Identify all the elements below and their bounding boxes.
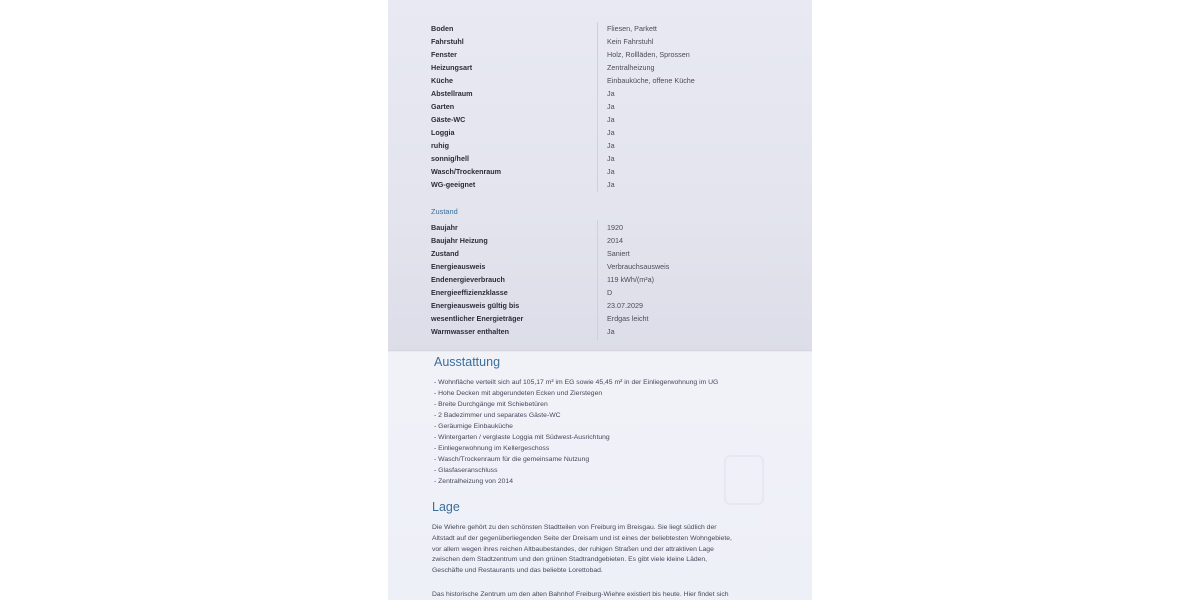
table-row (431, 126, 801, 139)
row-value: Erdgas leicht (607, 314, 649, 323)
row-value: Ja (607, 89, 615, 98)
row-value: Ja (607, 167, 615, 176)
list-item: - Hohe Decken mit abgerundeten Ecken und Zierstegen (434, 390, 603, 397)
row-label: Fahrstuhl (431, 37, 464, 46)
row-value: 1920 (607, 223, 623, 232)
list-item: - Geräumige Einbauküche (434, 423, 513, 430)
row-value: Saniert (607, 249, 630, 258)
table-row (431, 234, 801, 247)
row-label: Gäste-WC (431, 115, 466, 124)
table-row (431, 22, 801, 35)
row-value: 119 kWh/(m²a) (607, 275, 654, 284)
list-item: - Breite Durchgänge mit Schiebetüren (434, 401, 548, 408)
table-row (431, 61, 801, 74)
row-label: Zustand (431, 249, 459, 258)
list-item: - Wintergarten / verglaste Loggia mit Südwest-Ausrichtung (434, 434, 610, 441)
row-label: Warmwasser enthalten (431, 327, 510, 336)
row-value: Ja (607, 154, 615, 163)
row-value: Ja (607, 141, 615, 150)
table-row (431, 152, 801, 165)
paragraph-line: vor allem wegen ihres reichen Altbaubestandes, der ruhigen Straßen und der attraktiven Lage (432, 545, 714, 553)
row-value: Ja (607, 102, 615, 111)
page-fold (388, 350, 812, 352)
paragraph-line: Die Wiehre gehört zu den schönsten Stadtteilen von Freiburg im Breisgau. Sie liegt südlich der (432, 524, 717, 531)
row-value: Holz, Rollläden, Sprossen (607, 50, 690, 59)
watermark-logo (724, 455, 764, 505)
document-sheet (388, 0, 812, 600)
paragraph-line: Altstadt auf der gegenüberliegenden Seite der Dreisam und ist eines der beliebtesten Wohngebiete, (432, 534, 732, 542)
table-row (431, 325, 801, 338)
list-item: - Wasch/Trockenraum für die gemeinsame Nutzung (434, 456, 590, 463)
row-value: 23.07.2029 (607, 301, 643, 310)
row-label: WG-geeignet (431, 180, 476, 189)
table-row (431, 221, 801, 234)
row-value: Kein Fahrstuhl (607, 37, 654, 46)
lage-paragraph-2: Das historische Zentrum um den alten Bahnhof Freiburg-Wiehre existiert bis heute. Hier findet sich (432, 591, 729, 598)
table-row (431, 87, 801, 100)
row-value: D (607, 288, 613, 297)
row-label: Fenster (431, 50, 457, 59)
table-row (431, 165, 801, 178)
row-label: Baujahr (431, 223, 458, 232)
row-label: Boden (431, 24, 454, 33)
table-row (431, 100, 801, 113)
ausstattung-heading: Ausstattung (434, 355, 501, 369)
row-label: Baujahr Heizung (431, 236, 488, 245)
list-item: - Zentralheizung von 2014 (434, 478, 513, 485)
row-label: Loggia (431, 128, 455, 137)
row-value: Ja (607, 327, 615, 336)
table-row (431, 286, 801, 299)
table-row (431, 74, 801, 87)
table-row (431, 273, 801, 286)
lage-heading: Lage (432, 500, 460, 514)
table-row (431, 48, 801, 61)
list-item: - Wohnfläche verteilt sich auf 105,17 m² im EG sowie 45,45 m² in der Einliegerwohnung im UG (434, 379, 719, 386)
table-row (431, 113, 801, 126)
row-value: 2014 (607, 236, 623, 245)
row-value: Fliesen, Parkett (607, 24, 657, 33)
table-row (431, 299, 801, 312)
table-row (431, 312, 801, 325)
row-value: Zentralheizung (607, 63, 655, 72)
table-row (431, 178, 801, 191)
table-row (431, 139, 801, 152)
row-label: Küche (431, 76, 453, 85)
list-item: - 2 Badezimmer und separates Gäste-WC (434, 412, 561, 419)
row-label: Endenergieverbrauch (431, 275, 505, 284)
row-value: Ja (607, 115, 615, 124)
table-row (431, 35, 801, 48)
row-label: Heizungsart (431, 63, 473, 72)
list-item: - Glasfaseranschluss (434, 467, 498, 474)
lage-paragraph (432, 523, 772, 577)
row-label: Abstellraum (431, 89, 473, 98)
row-value: Verbrauchsausweis (607, 262, 670, 271)
row-label: Energieeffizienzklasse (431, 288, 508, 297)
row-label: Wasch/Trockenraum (431, 167, 502, 176)
row-label: sonnig/hell (431, 154, 469, 163)
row-value: Einbauküche, offene Küche (607, 76, 695, 85)
table-row (431, 260, 801, 273)
row-value: Ja (607, 180, 615, 189)
paragraph-line: zwischen dem Stadtzentrum und den grünen Stadtrandgebieten. Es gibt viele kleine Läden, (432, 556, 708, 564)
list-item: - Einliegerwohnung im Kellergeschoss (434, 445, 550, 452)
row-label: wesentlicher Energieträger (431, 314, 524, 323)
table-row (431, 247, 801, 260)
row-value: Ja (607, 128, 615, 137)
row-label: ruhig (431, 141, 449, 150)
paragraph-line: Geschäfte und Restaurants und das beliebte Lorettobad. (432, 567, 603, 575)
row-label: Garten (431, 102, 455, 111)
zustand-heading: Zustand (431, 207, 458, 216)
row-label: Energieausweis (431, 262, 486, 271)
row-label: Energieausweis gültig bis (431, 301, 520, 310)
